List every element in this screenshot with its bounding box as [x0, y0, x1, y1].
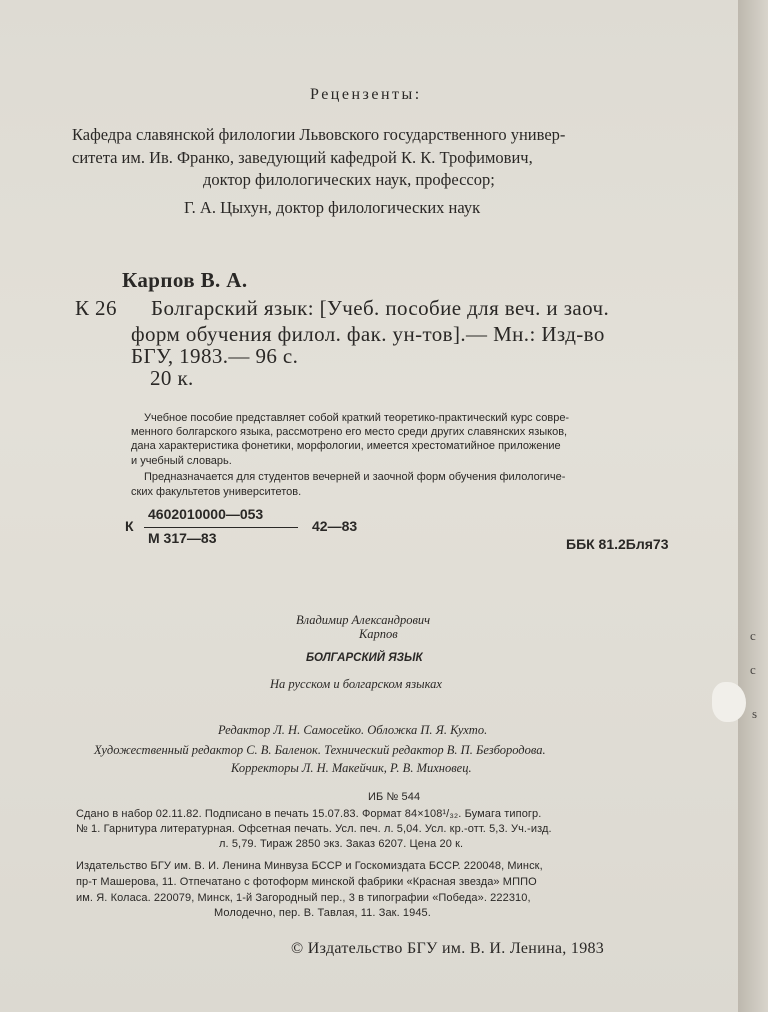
ib-number: ИБ № 544 — [368, 791, 421, 803]
catalog-line: форм обучения филол. фак. ун-тов].— Мн.: Изд-во — [131, 322, 605, 346]
catalog-line: Болгарский язык: [Учеб. пособие для веч. и заоч. — [151, 296, 610, 320]
catalog-line: БГУ, 1983.— 96 с. — [131, 344, 299, 368]
reviewers-line: ситета им. Ив. Франко, заведующий кафедрой К. К. Трофимович, — [72, 148, 533, 167]
catalog-code: К 26 — [75, 296, 117, 320]
edge-glyph: s — [752, 706, 758, 721]
output-line: пр-т Машерова, 11. Отпечатано с фотоформ минской фабрики «Красная звезда» МППО — [76, 876, 537, 888]
imprint-languages: На русском и болгарском языках — [270, 677, 442, 691]
abstract-line: менного болгарского языка, рассмотрено его место среди других славянских языков, — [131, 426, 568, 438]
imprint-editor-line: Корректоры Л. Н. Макейчик, Р. В. Михновец. — [231, 761, 472, 775]
abstract-line: ских факультетов университетов. — [131, 486, 302, 498]
reviewers-line: доктор филологических наук, профессор; — [203, 170, 495, 189]
output-line: л. 5,79. Тираж 2850 экз. Заказ 6207. Цена 20 к. — [219, 838, 464, 850]
catalog-price: 20 к. — [150, 366, 194, 390]
edge-glyph: с — [750, 662, 756, 677]
abstract-line: и учебный словарь. — [131, 455, 232, 467]
output-line: им. Я. Коласа. 220079, Минск, 1-й Загородный пер., 3 в типографии «Победа». 222310, — [76, 892, 531, 904]
output-line: Сдано в набор 02.11.82. Подписано в печать 15.07.83. Формат 84×108¹/₃₂. Бумага типогр. — [76, 808, 542, 820]
copyright: © Издательство БГУ им. В. И. Ленина, 1983 — [291, 940, 605, 957]
abstract-line: дана характеристика фонетики, морфологии, имеется хрестоматийное приложение — [131, 440, 561, 452]
class-code: 42—83 — [312, 518, 358, 534]
edge-glyph: с — [750, 628, 756, 643]
reviewers-line: Кафедра славянской филологии Львовского государственного универ- — [72, 125, 566, 144]
class-numerator: 4602010000—053 — [148, 506, 264, 522]
page-tear — [712, 682, 746, 722]
abstract-line: Предназначается для студентов вечерней и заочной форм обучения филологиче- — [144, 471, 566, 483]
imprint-author-surname: Карпов — [359, 627, 398, 641]
reviewers-line: Г. А. Цыхун, доктор филологических наук — [184, 198, 481, 217]
reviewers-heading: Рецензенты: — [310, 86, 422, 103]
next-page-edge — [738, 0, 768, 1012]
class-denominator: М 317—83 — [148, 530, 217, 546]
imprint-author-name: Владимир Александрович — [296, 613, 431, 627]
abstract-line: Учебное пособие представляет собой краткий теоретико-практический курс совре- — [144, 412, 570, 424]
class-k: К — [125, 518, 134, 534]
output-line: Издательство БГУ им. В. И. Ленина Минвуза БССР и Госкомиздата БССР. 220048, Минск, — [76, 860, 543, 872]
imprint-editor-line: Художественный редактор С. В. Баленок. Технический редактор В. П. Безбородова. — [94, 743, 546, 757]
output-line: № 1. Гарнитура литературная. Офсетная печать. Усл. печ. л. 5,04. Усл. кр.-отт. 5,3. Уч.-изд. — [76, 823, 552, 835]
output-line: Молодечно, пер. В. Тавлая, 11. Зак. 1945. — [214, 907, 431, 919]
imprint-title: БОЛГАРСКИЙ ЯЗЫК — [306, 652, 423, 664]
fraction-line — [144, 527, 298, 528]
catalog-author: Карпов В. А. — [122, 268, 248, 292]
imprint-editor-line: Редактор Л. Н. Самосейко. Обложка П. Я. Кухто. — [218, 723, 488, 737]
bbk-code: ББК 81.2Бля73 — [566, 536, 669, 552]
